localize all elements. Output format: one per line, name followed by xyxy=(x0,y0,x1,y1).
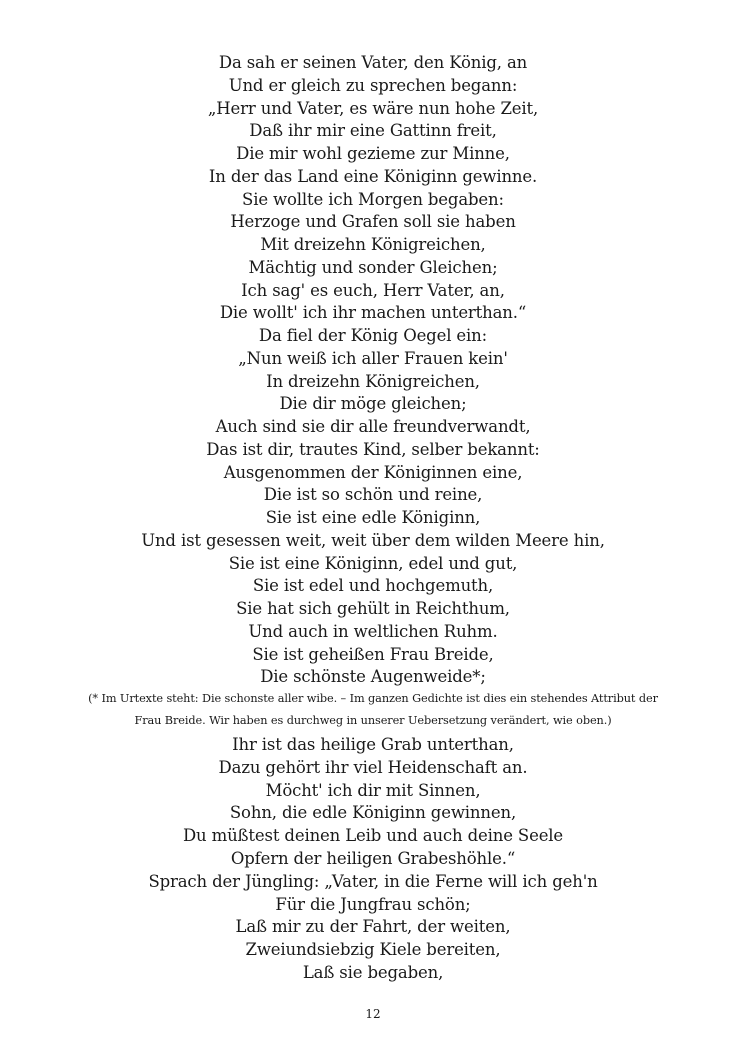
verse-line: Mächtig und sonder Gleichen; xyxy=(248,257,498,277)
verse-line: Die dir möge gleichen; xyxy=(279,394,467,414)
verse-line: Mit dreizehn Königreichen, xyxy=(260,235,486,254)
verse-block-2 xyxy=(0,734,746,985)
verse-line: Sie ist eine edle Königinn, xyxy=(265,508,481,527)
verse-block-1 xyxy=(0,52,746,689)
verse-line: Dazu gehört ihr viel Heidenschaft an. xyxy=(218,757,528,777)
footnote xyxy=(0,688,746,732)
verse-line: Für die Jungfrau schön; xyxy=(275,894,471,914)
verse-line: Laß mir zu der Fahrt, der weiten, xyxy=(235,917,511,937)
verse-line: Sie ist eine Königinn, edel und gut, xyxy=(228,553,518,573)
verse-line: Da fiel der König Oegel ein: xyxy=(258,326,488,345)
verse-line: Und auch in weltlichen Ruhm. xyxy=(248,621,498,641)
verse-line: In dreizehn Königreichen, xyxy=(266,371,480,391)
verse-line: Möcht' ich dir mit Sinnen, xyxy=(265,780,481,800)
verse-line: Daß ihr mir eine Gattinn freit, xyxy=(249,121,497,141)
footnote-line: Frau Breide. Wir haben es durchweg in unserer Uebersetzung verändert, wie oben.) xyxy=(134,714,612,727)
verse-line: Die schönste Augenweide*; xyxy=(260,667,486,687)
verse-line: In der das Land eine Königinn gewinne. xyxy=(208,166,538,186)
verse-line: Da sah er seinen Vater, den König, an xyxy=(218,53,528,72)
verse-line: Zweiundsiebzig Kiele bereiten, xyxy=(245,940,501,960)
verse-line: Die wollt' ich ihr machen unterthan.“ xyxy=(219,303,527,323)
verse-line: Sie ist geheißen Frau Breide, xyxy=(252,644,494,664)
verse-line: Die ist so schön und reine, xyxy=(263,485,483,505)
verse-line: Sie ist edel und hochgemuth, xyxy=(252,576,494,596)
verse-line: Herzoge und Grafen soll sie haben xyxy=(230,212,516,232)
verse-line: „Nun weiß ich aller Frauen kein' xyxy=(238,348,508,368)
page-number: 12 xyxy=(365,1007,381,1021)
verse-line: Laß sie begaben, xyxy=(302,962,444,982)
verse-line: Sprach der Jüngling: „Vater, in die Ferne will ich geh'n xyxy=(148,871,598,891)
verse-line: Und ist gesessen weit, weit über dem wilden Meere hin, xyxy=(141,530,605,550)
verse-line: Auch sind sie dir alle freundverwandt, xyxy=(215,417,531,436)
verse-line: Opfern der heiligen Grabeshöhle.“ xyxy=(230,848,516,868)
footnote-line: (* Im Urtexte steht: Die schonste aller wibe. – Im ganzen Gedichte ist dies ein stehendes Attribut der xyxy=(88,692,658,705)
verse-line: Und er gleich zu sprechen begann: xyxy=(228,75,518,95)
verse-line: Ausgenommen der Königinnen eine, xyxy=(223,462,523,482)
verse-line: Das ist dir, trautes Kind, selber bekannt: xyxy=(206,439,540,459)
verse-line: Ich sag' es euch, Herr Vater, an, xyxy=(241,280,505,300)
verse-line: Du müßtest deinen Leib und auch deine Seele xyxy=(182,826,564,846)
verse-line: Die mir wohl gezieme zur Minne, xyxy=(236,144,510,163)
verse-line: „Herr und Vater, es wäre nun hohe Zeit, xyxy=(207,98,539,118)
verse-line: Sohn, die edle Königinn gewinnen, xyxy=(229,803,517,823)
verse-line: Ihr ist das heilige Grab unterthan, xyxy=(232,735,514,754)
verse-line: Sie wollte ich Morgen begaben: xyxy=(242,189,504,209)
verse-line: Sie hat sich gehült in Reichthum, xyxy=(236,599,510,618)
